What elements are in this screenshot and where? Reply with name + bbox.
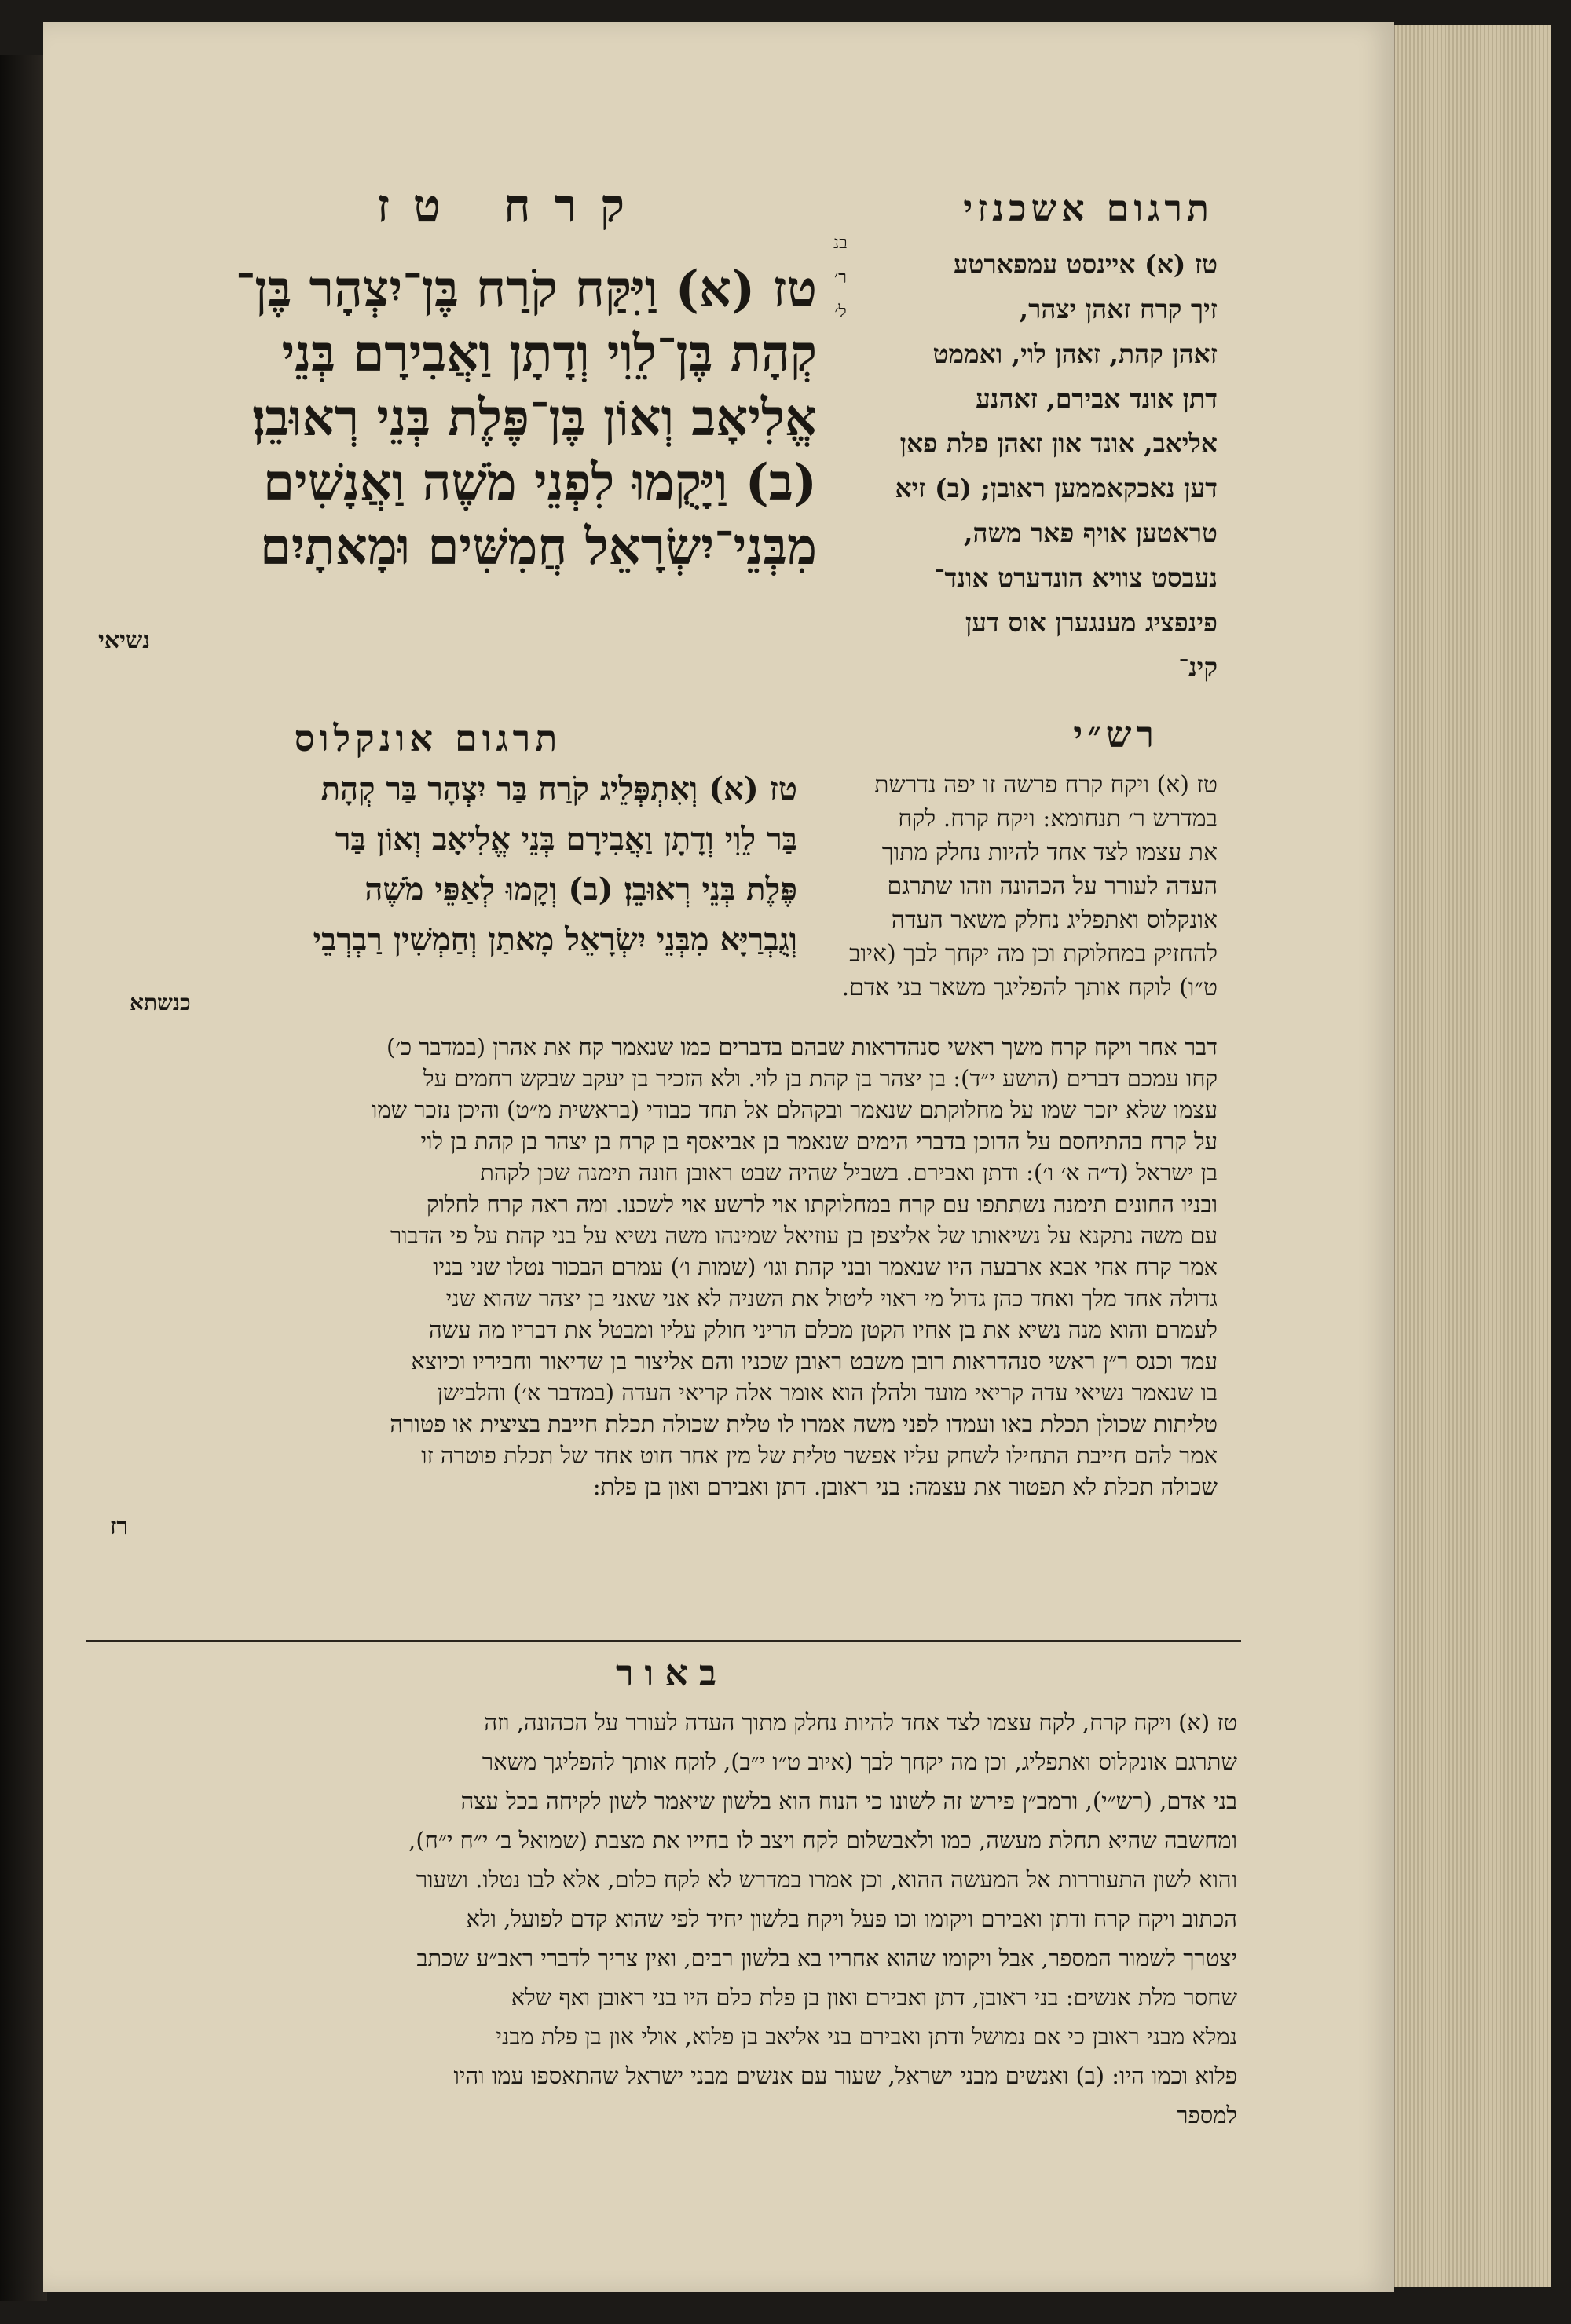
yiddish-line: דען נאכקאממען ראובן; (ב) זיא <box>895 473 1218 503</box>
yiddish-line: פינפציג מענגערן אוס דען <box>965 607 1218 638</box>
onkelos-line: פֶּלֶת בְּנֵי רְאוּבֵן׃ (ב) וְקָמוּ לְאַפֵּי מֹשֶׁה <box>364 871 797 908</box>
biur-line: והוא לשון התעוררות אל המעשה ההוא, וכן אמרו במדרש לא לקח כלום, אלא לבו נטלו. ושעור <box>416 1866 1237 1893</box>
rashi-line: עמד וכנס ר״ן ראשי סנהדראות רובן משבט ראובן שכניו והם אליצור בן שדיאור וחביריו וכיוצא <box>411 1348 1218 1374</box>
rashi-line: ובניו החונים תימנה נשתתפו עם קרח במחלוקתו אוי לרשע אוי לשכנו. ומה ראה קרח לחלוק <box>427 1191 1218 1217</box>
biur-line: בני אדם, (רש״י), ורמב״ן פירש זה לשונו כי הנוח הוא בלשון שיאמר לשון לקיחה בכל עצה <box>460 1788 1237 1814</box>
margin-mark: ר׳ <box>834 268 847 287</box>
rashi-line: לעמרם והוא מנה נשיא את בן אחיו הקטן מכלם הריני חולק עליו ומבטל את דבריו מה עשה <box>428 1316 1218 1343</box>
yiddish-line: טז (א) איינסט עמפארטע <box>953 249 1218 280</box>
onkelos-translation <box>114 764 797 965</box>
rashi-line: ט״ו) לוקח אותך להפליגך משאר בני אדם. <box>841 974 1218 1001</box>
rashi-line: על קרח בהתיחסם על הדוכן בדברי הימים שנאמר בן אביאסף בן קרח בן יצהר בן קהת בן לוי <box>420 1128 1218 1155</box>
rashi-line: אמר להם חייבת התחילו לשחק עליו אפשר טלית של מין אחר חוט אחד של תכלת פוטרה זו <box>421 1442 1218 1469</box>
rashi-line: שכולה תכלת לא תפטור את עצמה: בני ראובן. דתן ואבירם ואון בן פלת: <box>592 1473 1218 1500</box>
rashi-line: בו שנאמר נשיאי עדה קריאי מועד ולהלן הוא אומר אלה קריאי העדה (במדבר א׳) והלבישן <box>437 1379 1218 1406</box>
biur-line: יצטרך לשמור המספר, אבל ויקומו שהוא אחריו בא בלשון רבים, ואין צריך לדברי ראב״ע שכתב <box>416 1945 1237 1971</box>
section-divider <box>86 1640 1241 1642</box>
page-edges <box>1392 25 1551 2287</box>
biur-line: טז (א) ויקח קרח, לקח עצמו לצד אחד להיות נחלק מתוך העדה לעורר על הכהונה, וזה <box>484 1709 1237 1736</box>
rashi-line: טליתות שכולן תכלת באו ועמדו לפני משה אמרו לו טלית שכולה תכלת חייבת בציצית או פטורה <box>390 1411 1218 1437</box>
rashi-header: רש״י <box>1073 713 1159 756</box>
rashi-line: דבר אחר ויקח קרח משך ראשי סנהדראות שבהם בדברים כמו שנאמר קח את אהרן (במדבר כ׳) <box>386 1034 1218 1060</box>
rashi-line: את עצמו לצד אחד להיות נחלק מתוך <box>881 839 1218 866</box>
rashi-line: בן ישראל (ד״ה א׳ ו׳): ודתן ואבירם. בשביל שהיה שבט ראובן חונה תימנה שכן לקהת <box>480 1159 1218 1186</box>
verse-line: אֱלִיאָב וְאוֹן בֶּן־פֶּלֶת בְּנֵי רְאוּבֵן׃ <box>252 389 817 448</box>
yiddish-line: נעבסט צוויא הונדערט אונד־ <box>934 562 1218 593</box>
yiddish-line: אליאב, אונד און זאהן פלת פאן <box>899 428 1218 459</box>
onkelos-header: תרגום אונקלוס <box>294 717 562 759</box>
verse-line: טז (א) וַיִּקַּח קֹרַח בֶּן־יִצְהָר בֶּן־ <box>235 260 817 319</box>
onkelos-catchword: כנשתא <box>130 990 191 1016</box>
rashi-line: עם משה נתקנא על נשיאותו של אליצפן בן עוזיאל שמינהו משה נשיא על בני קהת על פי הדבור <box>390 1222 1218 1249</box>
verse-line: מִבְּנֵי־יִשְׂרָאֵל חֲמִשִּׁים וּמָאתָיִם <box>260 518 817 576</box>
running-header-targum: תרגום אשכנזי <box>963 187 1214 229</box>
yiddish-translation <box>840 242 1218 690</box>
yiddish-line: זאהן קהת, זאהן לוי, ואממט <box>932 339 1218 369</box>
biur-line: למספר <box>1177 2102 1237 2128</box>
biur-line: הכתוב ויקח קרח ודתן ואבירם ויקומו וכו פעל ויקח בלשון יחיד לפי שהוא קדם לפועל, ולא <box>466 1905 1237 1932</box>
margin-mark: ל׳ <box>834 302 847 322</box>
rashi-commentary-top <box>817 768 1218 1005</box>
rashi-commentary-continued <box>106 1031 1218 1502</box>
page-signature: רז <box>110 1513 129 1540</box>
biur-header: באור <box>615 1652 728 1694</box>
yiddish-line: זיך קרח זאהן יצהר, <box>1019 294 1218 324</box>
book-page <box>43 22 1394 2292</box>
biur-line: פלוא וכמו היו: (ב) ואנשים מבני ישראל, שעור עם אנשים מבני ישראל שהתאספו עמו והיו <box>453 2062 1237 2089</box>
rashi-line: קחו עמכם דברים (הושע י״ד): בן יצהר בן קהת בן לוי. ולא הזכיר בן יעקב שבקש רחמים על <box>423 1065 1218 1092</box>
onkelos-line: טז (א) וְאִתְפְּלֵיג קֹרַח בַּר יִצְהָר בַּר קְהָת <box>320 770 797 807</box>
biur-line: שתרגם אונקלוס ואתפליג, וכן מה יקחך לבך (איוב ט״ו י״ב), לוקח אותך להפליגך משאר <box>482 1748 1237 1775</box>
rashi-line: אמר קרח אחי אבא ארבעה היו שנאמר ובני קהת וגו׳ (שמות ו׳) עמרם הבכור נטלו שני בניו <box>433 1253 1218 1280</box>
verse-line: (ב) וַיָּקֻמוּ לִפְנֵי מֹשֶׁה וַאֲנָשִׁים <box>263 453 817 512</box>
rashi-line: טז (א) ויקח קרח פרשה זו יפה נדרשת <box>874 771 1218 799</box>
verse-text <box>86 258 817 580</box>
verse-catchword: נשיאי <box>98 627 150 654</box>
biur-line: ומחשבה שהיא תחלת מעשה, כמו ולאבשלום לקח ויצב לו בחייו את מצבת (שמואל ב׳ י״ח י״ח), <box>408 1827 1237 1854</box>
rashi-line: העדה לעורר על הכהונה וזהו שתרגם <box>887 873 1218 900</box>
biur-commentary <box>106 1703 1237 2135</box>
rashi-line: עצמו שלא יזכר שמו על מחלוקתם שנאמר ובקהלם אל תחד כבודי (בראשית מ״ט) והיכן נזכר שמו <box>372 1096 1218 1123</box>
yiddish-line: דתן אונד אבירם, זאהנע <box>976 383 1218 414</box>
biur-line: נמלא מבני ראובן כי אם נמושל ודתן ואבירם בני אליאב בן פלוא, אולי און בן פלת מבני <box>496 2023 1237 2050</box>
onkelos-line: וְגֻבְרַיָּא מִבְּנֵי יִשְׂרָאֵל מָאתַן וְחַמְשִׁין רַבְרְבֵי <box>313 921 797 958</box>
margin-mark: בנ <box>833 233 848 253</box>
biur-line: שחסר מלת אנשים: בני ראובן, דתן ואבירם ואון בן פלת כלם היו בני ראובן ואף שלא <box>511 1984 1237 2011</box>
verse-line: קְהָת בֶּן־לֵוִי וְדָתָן וַאֲבִירָם בְּנֵי <box>281 324 817 383</box>
rashi-line: להחזיק במחלוקת וכן מה יקחך לבך (איוב <box>849 940 1218 968</box>
binding-gutter <box>0 55 47 2301</box>
rashi-line: אונקלוס ואתפליג נחלק משאר העדה <box>891 906 1218 934</box>
rashi-line: במדרש ר׳ תנחומא: ויקח קרח. לקח <box>898 805 1218 833</box>
rashi-line: גדולה אחד מלך ואחד כהן גדול מי ראוי ליטול את השניה לא אני שאני בן יצהר שהוא שני <box>445 1285 1218 1312</box>
yiddish-line: קינ־ <box>1178 652 1218 683</box>
running-header-main: קרח טז <box>376 179 648 232</box>
onkelos-line: בַּר לֵוִי וְדָתָן וַאֲבִירָם בְּנֵי אֱלִיאָב וְאוֹן בַּר <box>335 821 797 858</box>
yiddish-line: טראטען אויף פאר משה, <box>964 518 1218 548</box>
